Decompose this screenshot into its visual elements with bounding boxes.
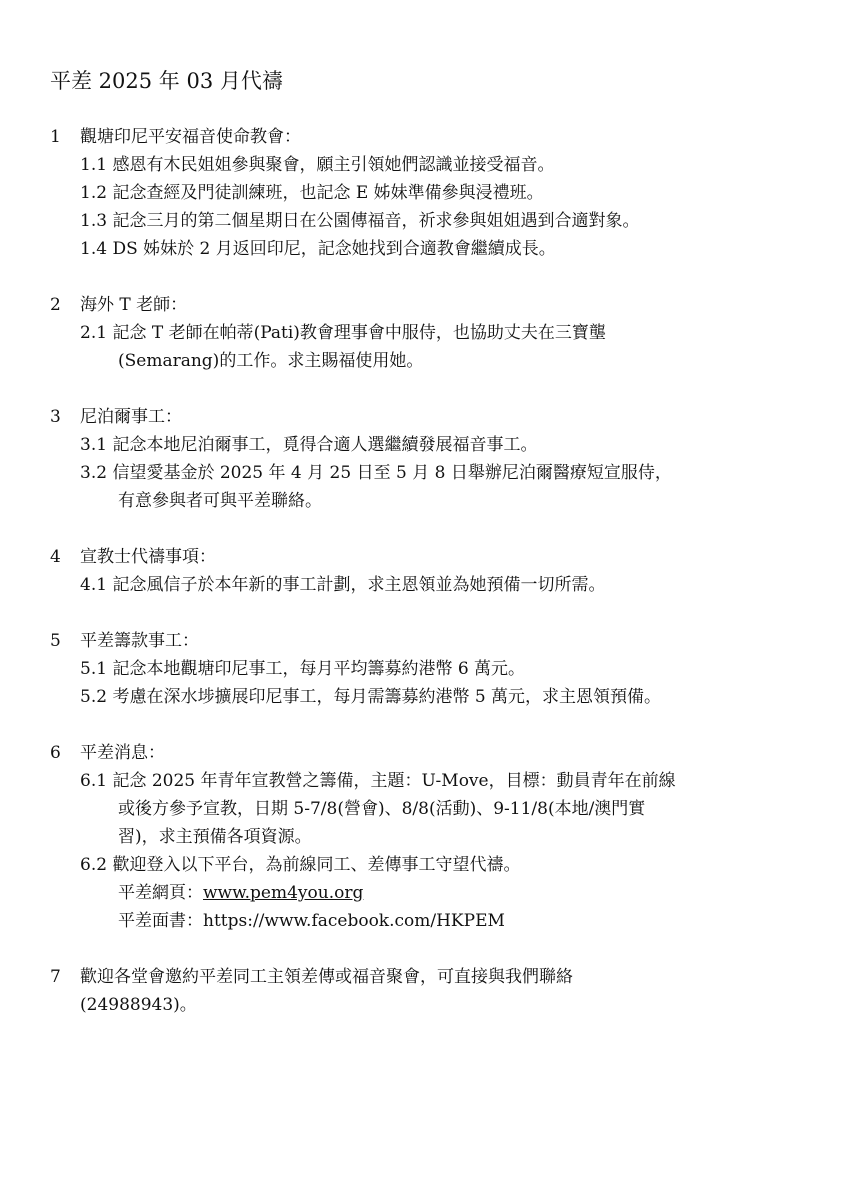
prayer-item-continued: 或後方參予宣教，日期 5-7/8(營會)、8/8(活動)、9-11/8(本地/澳門實	[118, 799, 646, 819]
prayer-item: 4.1 記念風信子於本年新的事工計劃，求主恩領並為她預備一切所需。	[80, 575, 606, 595]
prayer-item: 3.2 信望愛基金於 2025 年 4 月 25 日至 5 月 8 日舉辦尼泊爾醫療短宣服侍，	[80, 463, 672, 483]
section-heading: 觀塘印尼平安福音使命教會：	[80, 127, 301, 147]
prayer-item-continued: 有意參與者可與平差聯絡。	[118, 491, 322, 511]
section-heading: 平差消息：	[80, 743, 165, 763]
section-heading: 尼泊爾事工：	[80, 407, 182, 427]
section-number: 5	[50, 631, 61, 651]
closing-text: 歡迎各堂會邀約平差同工主領差傳或福音聚會，可直接與我們聯絡	[80, 967, 573, 987]
website-label: 平差網頁：	[118, 883, 203, 903]
prayer-item: 6.2 歡迎登入以下平台，為前線同工、差傳事工守望代禱。	[80, 855, 521, 875]
facebook-label: 平差面書：	[118, 911, 203, 931]
section-number: 3	[50, 407, 61, 427]
prayer-item: 1.1 感恩有木民姐姐參與聚會，願主引領她們認識並接受福音。	[80, 155, 555, 175]
prayer-item: 1.4 DS 姊妹於 2 月返回印尼，記念她找到合適教會繼續成長。	[80, 239, 556, 259]
prayer-item: 5.2 考慮在深水埗擴展印尼事工，每月需籌募約港幣 5 萬元，求主恩領預備。	[80, 687, 662, 707]
prayer-item: 6.1 記念 2025 年青年宣教營之籌備，主題：U-Move，目標：動員青年在前線	[80, 771, 676, 791]
section-heading: 宣教士代禱事項：	[80, 547, 216, 567]
prayer-item: 3.1 記念本地尼泊爾事工，覓得合適人選繼續發展福音事工。	[80, 435, 538, 455]
page-title: 平差 2025 年 03 月代禱	[50, 69, 283, 93]
prayer-item: 1.2 記念查經及門徒訓練班，也記念 E 姊妹準備參與浸禮班。	[80, 183, 544, 203]
prayer-item-continued: 習)，求主預備各項資源。	[118, 827, 312, 847]
prayer-item: 5.1 記念本地觀塘印尼事工，每月平均籌募約港幣 6 萬元。	[80, 659, 526, 679]
section-heading: 平差籌款事工：	[80, 631, 199, 651]
prayer-item: 2.1 記念 T 老師在帕蒂(Pati)教會理事會中服侍，也協助丈夫在三寶壟	[80, 323, 606, 343]
section-number: 7	[50, 967, 61, 987]
prayer-item: 1.3 記念三月的第二個星期日在公園傳福音，祈求參與姐姐遇到合適對象。	[80, 211, 640, 231]
website-link[interactable]: www.pem4you.org	[203, 883, 364, 903]
section-number: 6	[50, 743, 61, 763]
facebook-link[interactable]: https://www.facebook.com/HKPEM	[203, 911, 505, 931]
section-heading: 海外 T 老師：	[80, 295, 188, 315]
section-number: 1	[50, 127, 61, 147]
contact-phone: (24988943)。	[80, 995, 197, 1015]
facebook-line	[118, 907, 505, 935]
website-line	[118, 879, 363, 907]
section-number: 2	[50, 295, 61, 315]
prayer-item-continued: (Semarang)的工作。求主賜福使用她。	[118, 351, 424, 371]
section-number: 4	[50, 547, 61, 567]
